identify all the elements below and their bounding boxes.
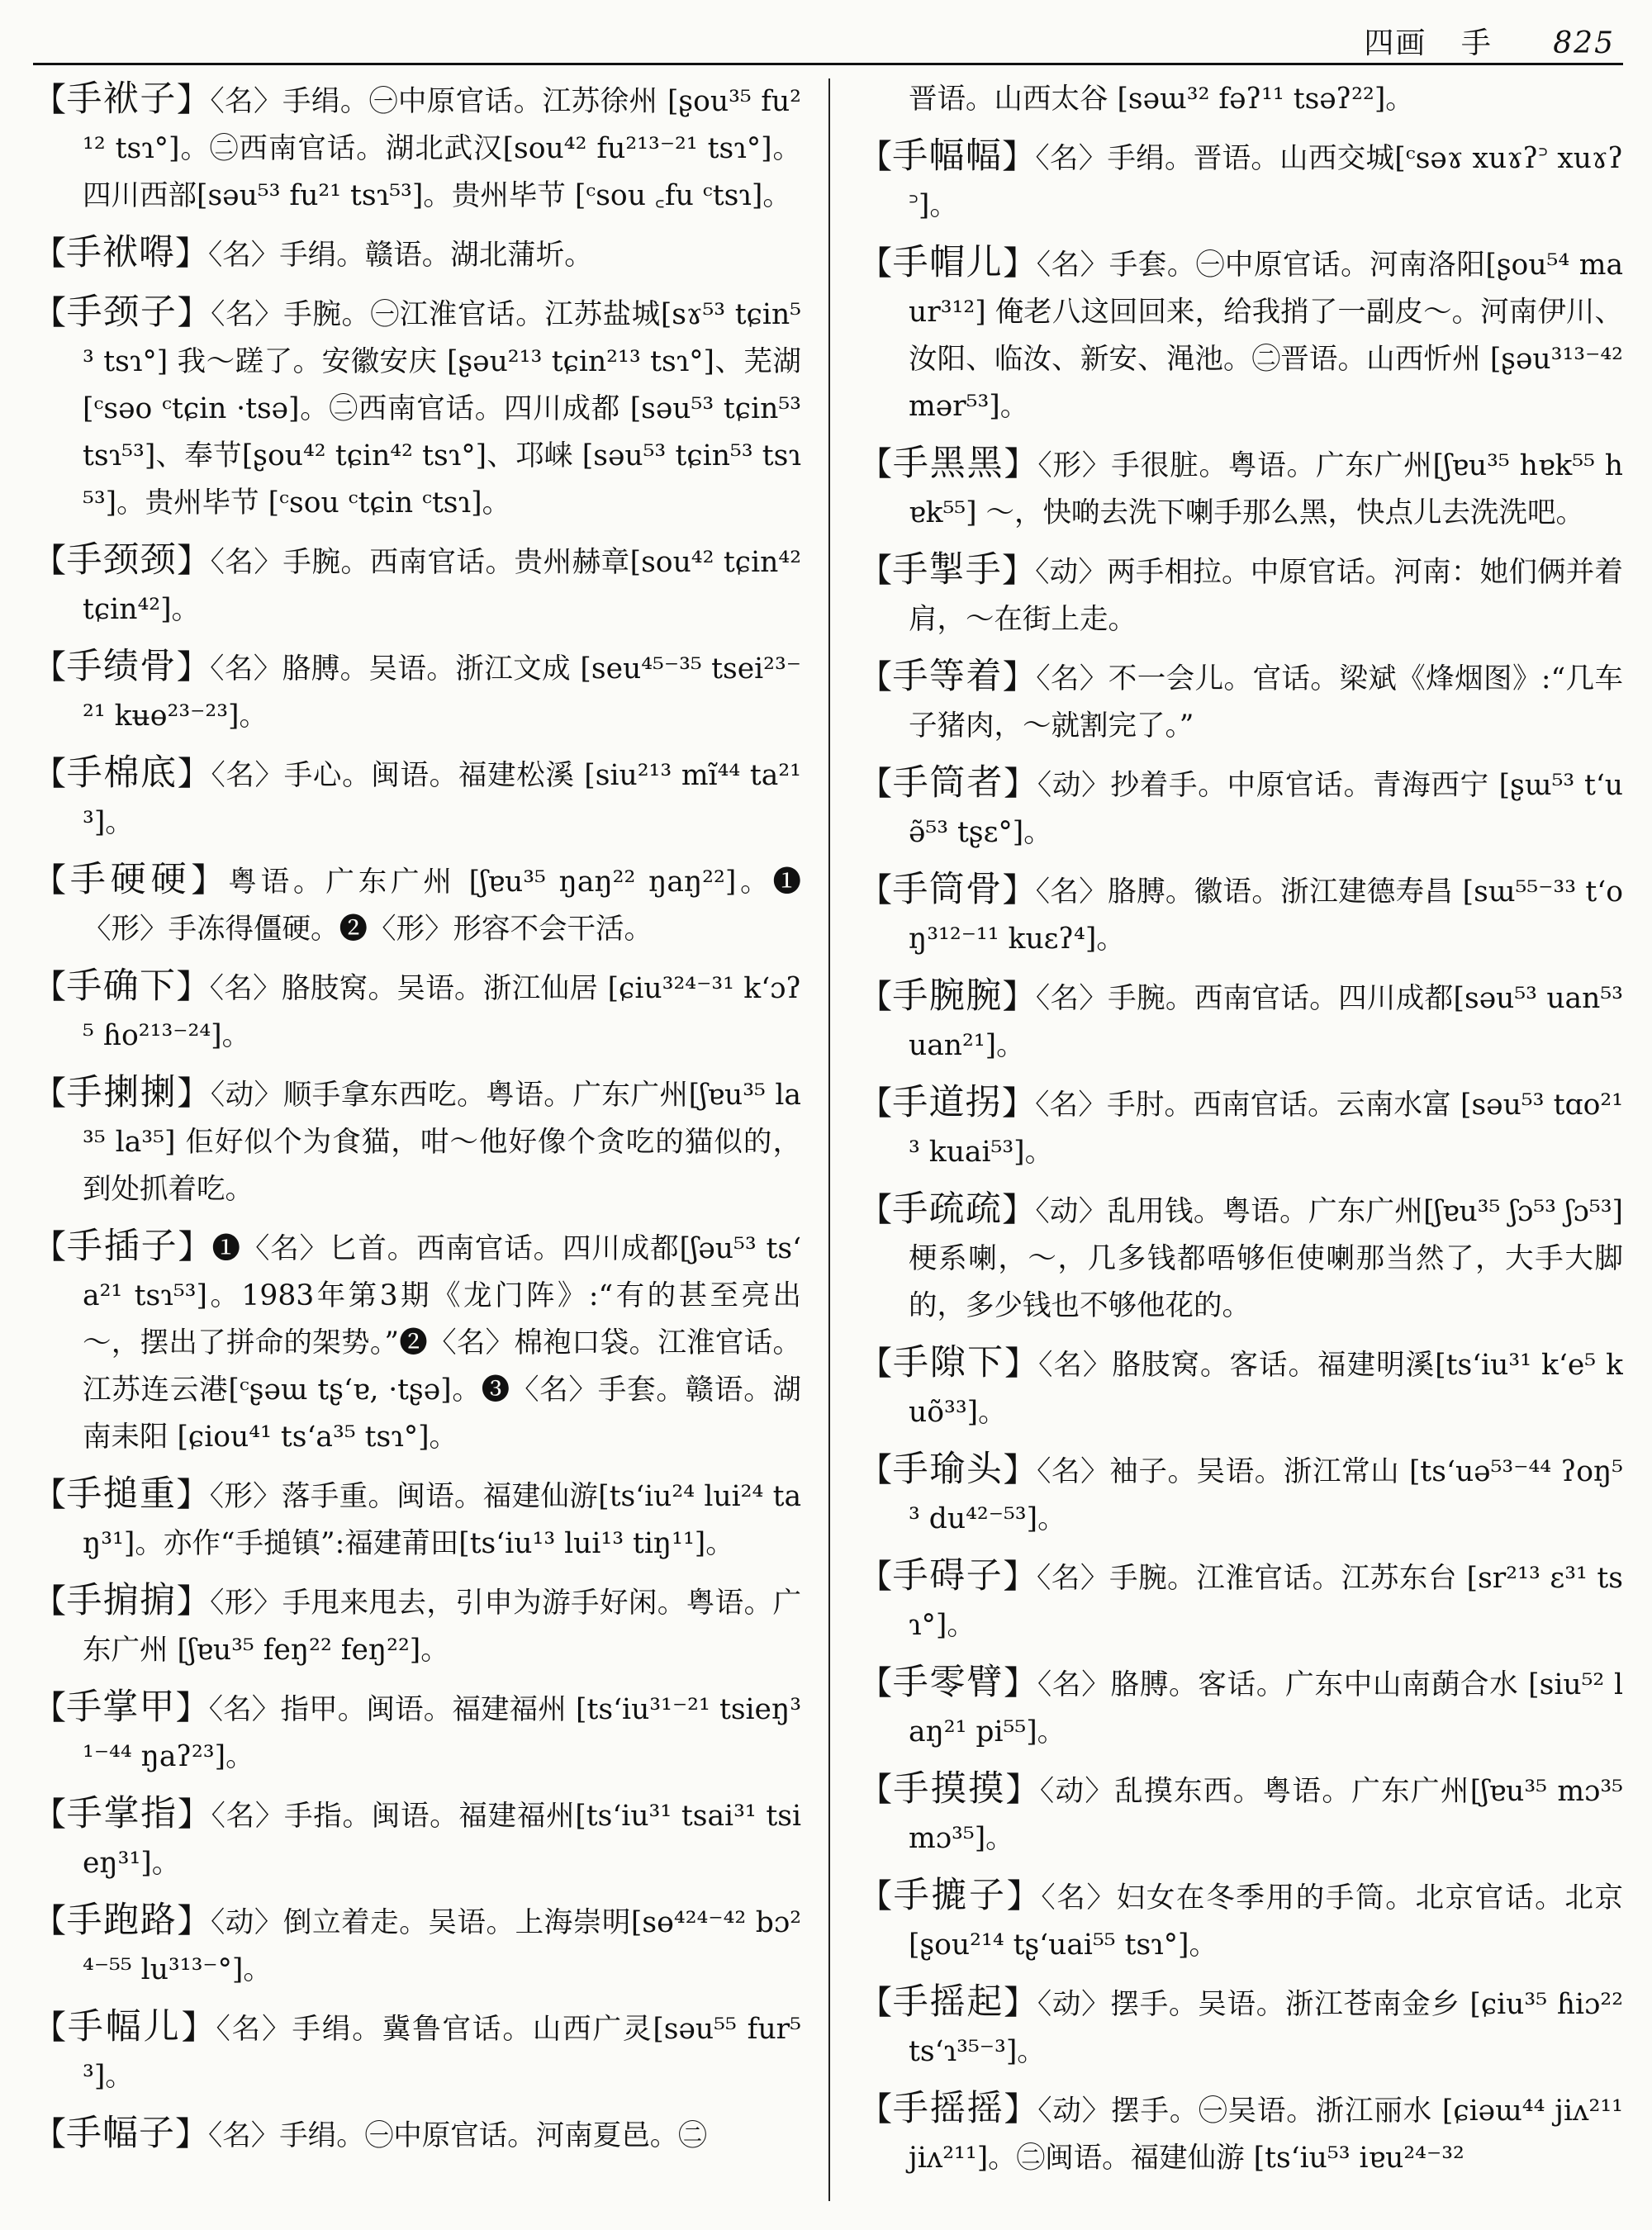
open-bracket: 【 [33,2009,68,2047]
dictionary-entry [859,760,1623,856]
open-bracket: 【 [33,81,67,119]
close-bracket: 】 [1005,1771,1040,1809]
entry-headword: 手掣手 [892,549,1002,591]
dictionary-entry [859,1340,1623,1436]
close-bracket: 】 [1002,1191,1036,1229]
entry-headword: 手腕腕 [892,975,1003,1017]
entry-definition: 〈动〉两手相拉。中原官话。河南：她们俩并着肩，～在街上走。 [909,556,1623,636]
entry-headword: 手颈子 [66,292,178,333]
entry-definition: 〈形〉手很脏。粤语。广东广州[ʃɐu³⁵ hɐk⁵⁵ hɐk⁵⁵] ～，快啲去洗下喇手那么黑，快点儿去洗洗吧。 [909,449,1623,529]
dictionary-entry [33,289,801,527]
entry-definition: 〈动〉乱摸东西。粤语。广东广州[ʃɐu³⁵ mɔ³⁵ mɔ³⁵]。 [909,1775,1623,1855]
close-bracket: 】 [176,1476,210,1514]
entry-definition: 〈名〉手心。闽语。福建松溪 [siu²¹³ mĩ⁴⁴ ta²¹³]。 [83,759,801,839]
entry-definition: 〈动〉顺手拿东西吃。粤语。广东广州[ʃɐu³⁵ la³⁵ la³⁵] 佢好似个为食猫，咁～他好像个贪吃的猫似的，到处抓着吃。 [83,1079,801,1206]
entry-headword: 手摝子 [893,1875,1007,1916]
close-bracket: 】 [1004,1984,1037,2022]
close-bracket: 】 [1004,1345,1039,1383]
dictionary-entry [859,653,1623,750]
entry-headword: 手摇起 [892,1981,1004,2023]
right-column [859,76,1623,2207]
entry-definition: 粤语。广东广州 [ʃɐu³⁵ ŋaŋ²² ŋaŋ²²]。❶〈形〉手冻得僵硬。❷〈形〉形容不会干活。 [83,866,801,946]
entry-headword: 手搥重 [66,1473,177,1515]
close-bracket: 】 [1003,244,1037,282]
dictionary-entry [33,1471,801,1568]
close-bracket: 】 [176,81,211,119]
close-bracket: 】 [176,648,211,686]
close-bracket: 】 [1001,1084,1036,1122]
dictionary-entry [859,76,1623,123]
close-bracket: 】 [1002,138,1036,176]
dictionary-entry [859,973,1623,1070]
entry-headword: 手幅幅 [892,135,1003,177]
dictionary-entry [33,537,801,633]
dictionary-entry [859,1186,1623,1330]
open-bracket: 【 [33,1476,67,1514]
dictionary-entry [33,856,801,953]
entry-headword: 手隙下 [893,1342,1005,1383]
open-bracket: 【 [859,871,893,909]
dictionary-entry [33,750,801,847]
entry-definition: 晋语。山西太谷 [səɯ³² fəʔ¹¹ tsəʔ²²]。 [909,83,1414,116]
close-bracket: 】 [1004,2090,1038,2128]
close-bracket: 】 [176,1582,211,1620]
entry-headword: 手掌甲 [66,1687,176,1728]
open-bracket: 【 [859,1451,893,1489]
entry-headword: 手疏疏 [892,1189,1003,1230]
column-divider [828,78,830,2201]
close-bracket: 】 [1003,1451,1037,1489]
entry-definition: 〈名〉指甲。闽语。福建福州 [tsʻiu³¹⁻²¹ tsieŋ³¹⁻⁴⁴ ŋaʔ²³]。 [83,1693,801,1773]
entry-headword: 手摸摸 [893,1768,1006,1810]
entry-headword: 手确下 [66,966,177,1007]
dictionary-entry [33,2004,801,2100]
entry-definition: 〈名〉手绢。㊀中原官话。河南夏邑。㊁ [208,2119,707,2152]
open-bracket: 【 [859,1345,894,1383]
entry-definition: 〈名〉手套。㊀中原官话。河南洛阳[ʂou⁵⁴ maur³¹²] 俺老八这回回来，给我捎了一副皮～。河南伊川、汝阳、临汝、新安、渑池。㊁晋语。山西忻州 [ʂəu³¹³⁻⁴² mər⁵³]。 [909,249,1623,423]
dictionary-entry [859,1553,1623,1649]
dictionary-entry [33,643,801,740]
entry-headword: 手黑黑 [892,443,1004,484]
entry-headword: 手棉底 [66,752,178,794]
open-bracket: 【 [859,552,893,590]
dictionary-entry [859,1079,1623,1176]
dictionary-entry [859,240,1623,430]
dictionary-entry [33,1223,801,1461]
entry-headword: 手摇摇 [892,2088,1004,2129]
entry-definition: 〈形〉手甩来甩去，引申为游手好闲。粤语。广东广州 [ʃɐu³⁵ feŋ²² feŋ²²]。 [83,1587,801,1667]
entry-headword: 手绩骨 [66,646,177,687]
close-bracket: 】 [178,1228,212,1266]
entry-definition: 〈动〉倒立着走。吴语。上海崇明[sɵ⁴²⁴⁻⁴² bɔ²⁴⁻⁵⁵ lu³¹³⁻°]。 [83,1906,801,1986]
dictionary-entry [33,1684,801,1781]
entry-definition: 〈名〉手绢。冀鲁官话。山西广灵[səu⁵⁵ fur⁵³]。 [83,2013,801,2093]
running-head [1341,20,1615,62]
entry-headword: 手袱子 [66,78,177,120]
open-bracket: 【 [859,1084,893,1122]
entry-headword: 手幅子 [66,2113,175,2154]
entry-definition: 〈名〉胳膊。徽语。浙江建德寿昌 [sɯ⁵⁵⁻³³ tʻoŋ³¹²⁻¹¹ kuɛʔ⁴]。 [909,875,1623,956]
dictionary-entry [859,133,1623,230]
open-bracket: 【 [33,1228,67,1266]
entry-definition: 〈名〉胳膊。客话。广东中山南蓢合水 [siu⁵² laŋ²¹ pi⁵⁵]。 [909,1668,1623,1748]
close-bracket: 】 [175,1689,209,1727]
entry-definition: ❶〈名〉匕首。西南官话。四川成都[ʃəu⁵³ tsʻa²¹ tsɿ⁵³]。1983年第3期《龙门阵》:“有的甚至亮出～，摆出了拼命的架势。”❷〈名〉棉袍口袋。江淮官话。江苏连云港[ᶜʂəɯ tʂʻɐ, ·tʂə]。❸〈名〉手套。赣语。湖南耒阳 [ɕiou⁴¹ tsʻa³⁵ tsɿ°]。 [83,1232,801,1454]
open-bracket: 【 [33,1689,67,1727]
close-bracket: 】 [177,1796,211,1834]
open-bracket: 【 [33,1902,67,1940]
entry-headword: 手瑜头 [892,1449,1004,1490]
entry-definition: 〈名〉手绢。晋语。山西交城[ᶜsəɤ xuɤʔ꜄ xuɤʔ꜄]。 [909,142,1623,222]
entry-definition: 〈名〉手腕。西南官话。四川成都[səu⁵³ uan⁵³ uan²¹]。 [909,982,1623,1062]
close-bracket: 】 [177,1075,211,1113]
open-bracket: 【 [33,2115,66,2153]
entry-headword: 手掌指 [66,1793,178,1834]
entry-definition: 〈名〉不一会儿。官话。梁斌《烽烟图》:“几车子猪肉，～就割完了。” [909,662,1623,743]
entry-headword: 手筒骨 [892,869,1003,910]
open-bracket: 【 [859,1558,893,1596]
close-bracket: 】 [1002,871,1036,909]
open-bracket: 【 [859,1664,893,1702]
entry-headword: 手等着 [892,656,1003,697]
entry-headword: 手插子 [66,1226,178,1267]
close-bracket: 】 [1004,1664,1037,1702]
close-bracket: 】 [177,294,211,332]
entry-definition: 〈名〉手腕。㊀江淮官话。江苏盐城[sɤ⁵³ tɕin⁵³ tsɿ°] 我～蹉了。安徽安庆 [ʂəu²¹³ tɕin²¹³ tsɿ°]、芜湖[ᶜsəo ᶜtɕin ·tsə]。㊁西南官话。四川成都 [səu⁵³ tɕin⁵³ tsɿ⁵³]、奉节[ʂou⁴² tɕin⁴² tsɿ°]、邛崃 [səu⁵³ tɕin⁵³ tsɿ⁵³]。贵州毕节 [ᶜsou ᶜtɕin ᶜtsɿ]。 [83,298,801,520]
entry-headword: 手道拐 [892,1082,1002,1123]
open-bracket: 【 [33,1075,67,1113]
open-bracket: 【 [33,1796,67,1834]
open-bracket: 【 [33,968,67,1006]
close-bracket: 】 [175,235,208,273]
entry-headword: 手帽儿 [892,242,1004,283]
dictionary-entry [859,1872,1623,1969]
dictionary-entry [33,1070,801,1213]
entry-definition: 〈动〉乱用钱。粤语。广东广州[ʃɐu³⁵ ʃɔ⁵³ ʃɔ⁵³] 梗系喇，～，几多钱都唔够佢使喇那当然了，大手大脚的，多少钱也不够他花的。 [909,1195,1623,1322]
open-bracket: 【 [859,1877,894,1915]
entry-definition: 〈名〉胳肢窝。客话。福建明溪[tsʻiu³¹ kʻe⁵ kuõ³³]。 [909,1349,1623,1429]
entry-definition: 〈名〉妇女在冬季用的手筒。北京官话。北京 [ʂou²¹⁴ tʂʻuai⁵⁵ tsɿ°]。 [909,1881,1623,1962]
dictionary-entry [33,1578,801,1674]
dictionary-entry [859,2085,1623,2182]
dictionary-entry [33,963,801,1060]
close-bracket: 】 [177,755,211,793]
open-bracket: 【 [33,648,67,686]
radical-label: 手 [1460,26,1493,60]
dictionary-entry [859,1766,1623,1862]
entry-headword: 手筒者 [892,762,1004,804]
close-bracket: 】 [177,1902,211,1940]
close-bracket: 】 [177,542,211,580]
close-bracket: 】 [191,861,229,899]
close-bracket: 】 [1003,1558,1037,1596]
dictionary-entry [33,2110,801,2160]
open-bracket: 【 [33,1582,67,1620]
entry-headword: 手袱嘚 [66,232,175,273]
dictionary-entry [859,1979,1623,2076]
dictionary-entry [859,1446,1623,1543]
dictionary-entry [33,1897,801,1994]
entry-definition: 〈名〉手腕。江淮官话。江苏东台 [sr²¹³ ɛ³¹ tsɿ°]。 [909,1562,1623,1642]
entry-headword: 手零臂 [892,1662,1004,1703]
open-bracket: 【 [859,1191,893,1229]
entry-definition: 〈形〉落手重。闽语。福建仙游[tsʻiu²⁴ lui²⁴ taŋ³¹]。亦作“手搥镇”:福建莆田[tsʻiu¹³ lui¹³ tiŋ¹¹]。 [83,1480,801,1560]
close-bracket: 】 [1001,552,1036,590]
close-bracket: 】 [175,2115,208,2153]
close-bracket: 】 [1002,658,1037,696]
dictionary-entry [33,230,801,279]
entry-definition: 〈名〉胳肢窝。吴语。浙江仙居 [ɕiu³²⁴⁻³¹ kʻɔʔ⁵ ɦo²¹³⁻²⁴]。 [83,972,801,1052]
open-bracket: 【 [859,244,893,282]
open-bracket: 【 [33,755,67,793]
entry-definition: 〈名〉袖子。吴语。浙江常山 [tsʻuə⁵³⁻⁴⁴ ʔoŋ⁵³ du⁴²⁻⁵³]。 [909,1455,1623,1535]
open-bracket: 【 [859,1771,894,1809]
open-bracket: 【 [859,765,893,803]
entry-headword: 手掮掮 [66,1580,177,1621]
entry-definition: 〈动〉抄着手。中原官话。青海西宁 [ʂɯ⁵³ tʻuə̃⁵³ tʂɛ°]。 [909,769,1623,849]
entry-headword: 手碍子 [892,1555,1004,1597]
entry-definition: 〈名〉手绢。赣语。湖北蒲圻。 [208,239,593,272]
open-bracket: 【 [33,861,70,899]
open-bracket: 【 [33,235,66,273]
open-bracket: 【 [859,445,893,483]
entry-definition: 〈名〉手绢。㊀中原官话。江苏徐州 [ʂou³⁵ fu²¹² tsɿ°]。㊁西南官话。湖北武汉[sou⁴² fu²¹³⁻²¹ tsɿ°]。四川西部[səu⁵³ fu²¹ tsɿ⁵³]。贵州毕节 [ᶜsou ꜀fu ᶜtsɿ]。 [83,85,801,212]
entry-headword: 手硬硬 [69,859,192,900]
dictionary-entry [859,440,1623,537]
close-bracket: 】 [1002,978,1036,1016]
open-bracket: 【 [859,2090,893,2128]
open-bracket: 【 [859,658,893,696]
dictionary-entry [859,866,1623,963]
open-bracket: 【 [859,978,893,1016]
open-bracket: 【 [859,138,893,176]
dictionary-entry [33,1791,801,1887]
section-label: 四画 [1364,26,1427,60]
entry-definition: 〈名〉手腕。西南官话。贵州赫章[sou⁴² tɕin⁴² tɕin⁴²]。 [83,546,801,626]
page-number: 825 [1553,26,1615,60]
entry-definition: 〈名〉手肘。西南官话。云南水富 [səu⁵³ tɑo²¹³ kuai⁵³]。 [909,1089,1623,1169]
open-bracket: 【 [33,294,67,332]
entry-definition: 〈动〉摆手。吴语。浙江苍南金乡 [ɕiu³⁵ ɦiɔ²² tsʻɿ³⁵⁻³]。 [909,1988,1623,2068]
close-bracket: 】 [1006,1877,1042,1915]
dictionary-entry [859,547,1623,643]
dictionary-entry [859,1659,1623,1756]
dictionary-entry [33,76,801,220]
entry-definition: 〈名〉手指。闽语。福建福州[tsʻiu³¹ tsai³¹ tsieŋ³¹]。 [83,1800,801,1880]
page-header [33,15,1623,65]
entry-definition: 〈名〉胳膊。吴语。浙江文成 [seu⁴⁵⁻³⁵ tsei²³⁻²¹ kʉɵ²³⁻²³]。 [83,652,801,733]
close-bracket: 】 [1004,445,1038,483]
entry-headword: 手揦揦 [66,1072,178,1113]
open-bracket: 【 [33,542,67,580]
entry-definition: 〈动〉摆手。㊀吴语。浙江丽水 [ɕiəɯ⁴⁴ jiʌ²¹¹ jiʌ²¹¹]。㊁闽语。福建仙游 [tsʻiu⁵³ iɐu²⁴⁻³² [909,2095,1623,2175]
entry-headword: 手颈颈 [66,539,178,581]
close-bracket: 】 [176,968,210,1006]
close-bracket: 】 [1004,765,1037,803]
entry-headword: 手幅儿 [67,2006,182,2047]
close-bracket: 】 [181,2009,216,2047]
open-bracket: 【 [859,1984,893,2022]
left-column [33,76,801,2207]
entry-headword: 手跑路 [66,1900,178,1941]
